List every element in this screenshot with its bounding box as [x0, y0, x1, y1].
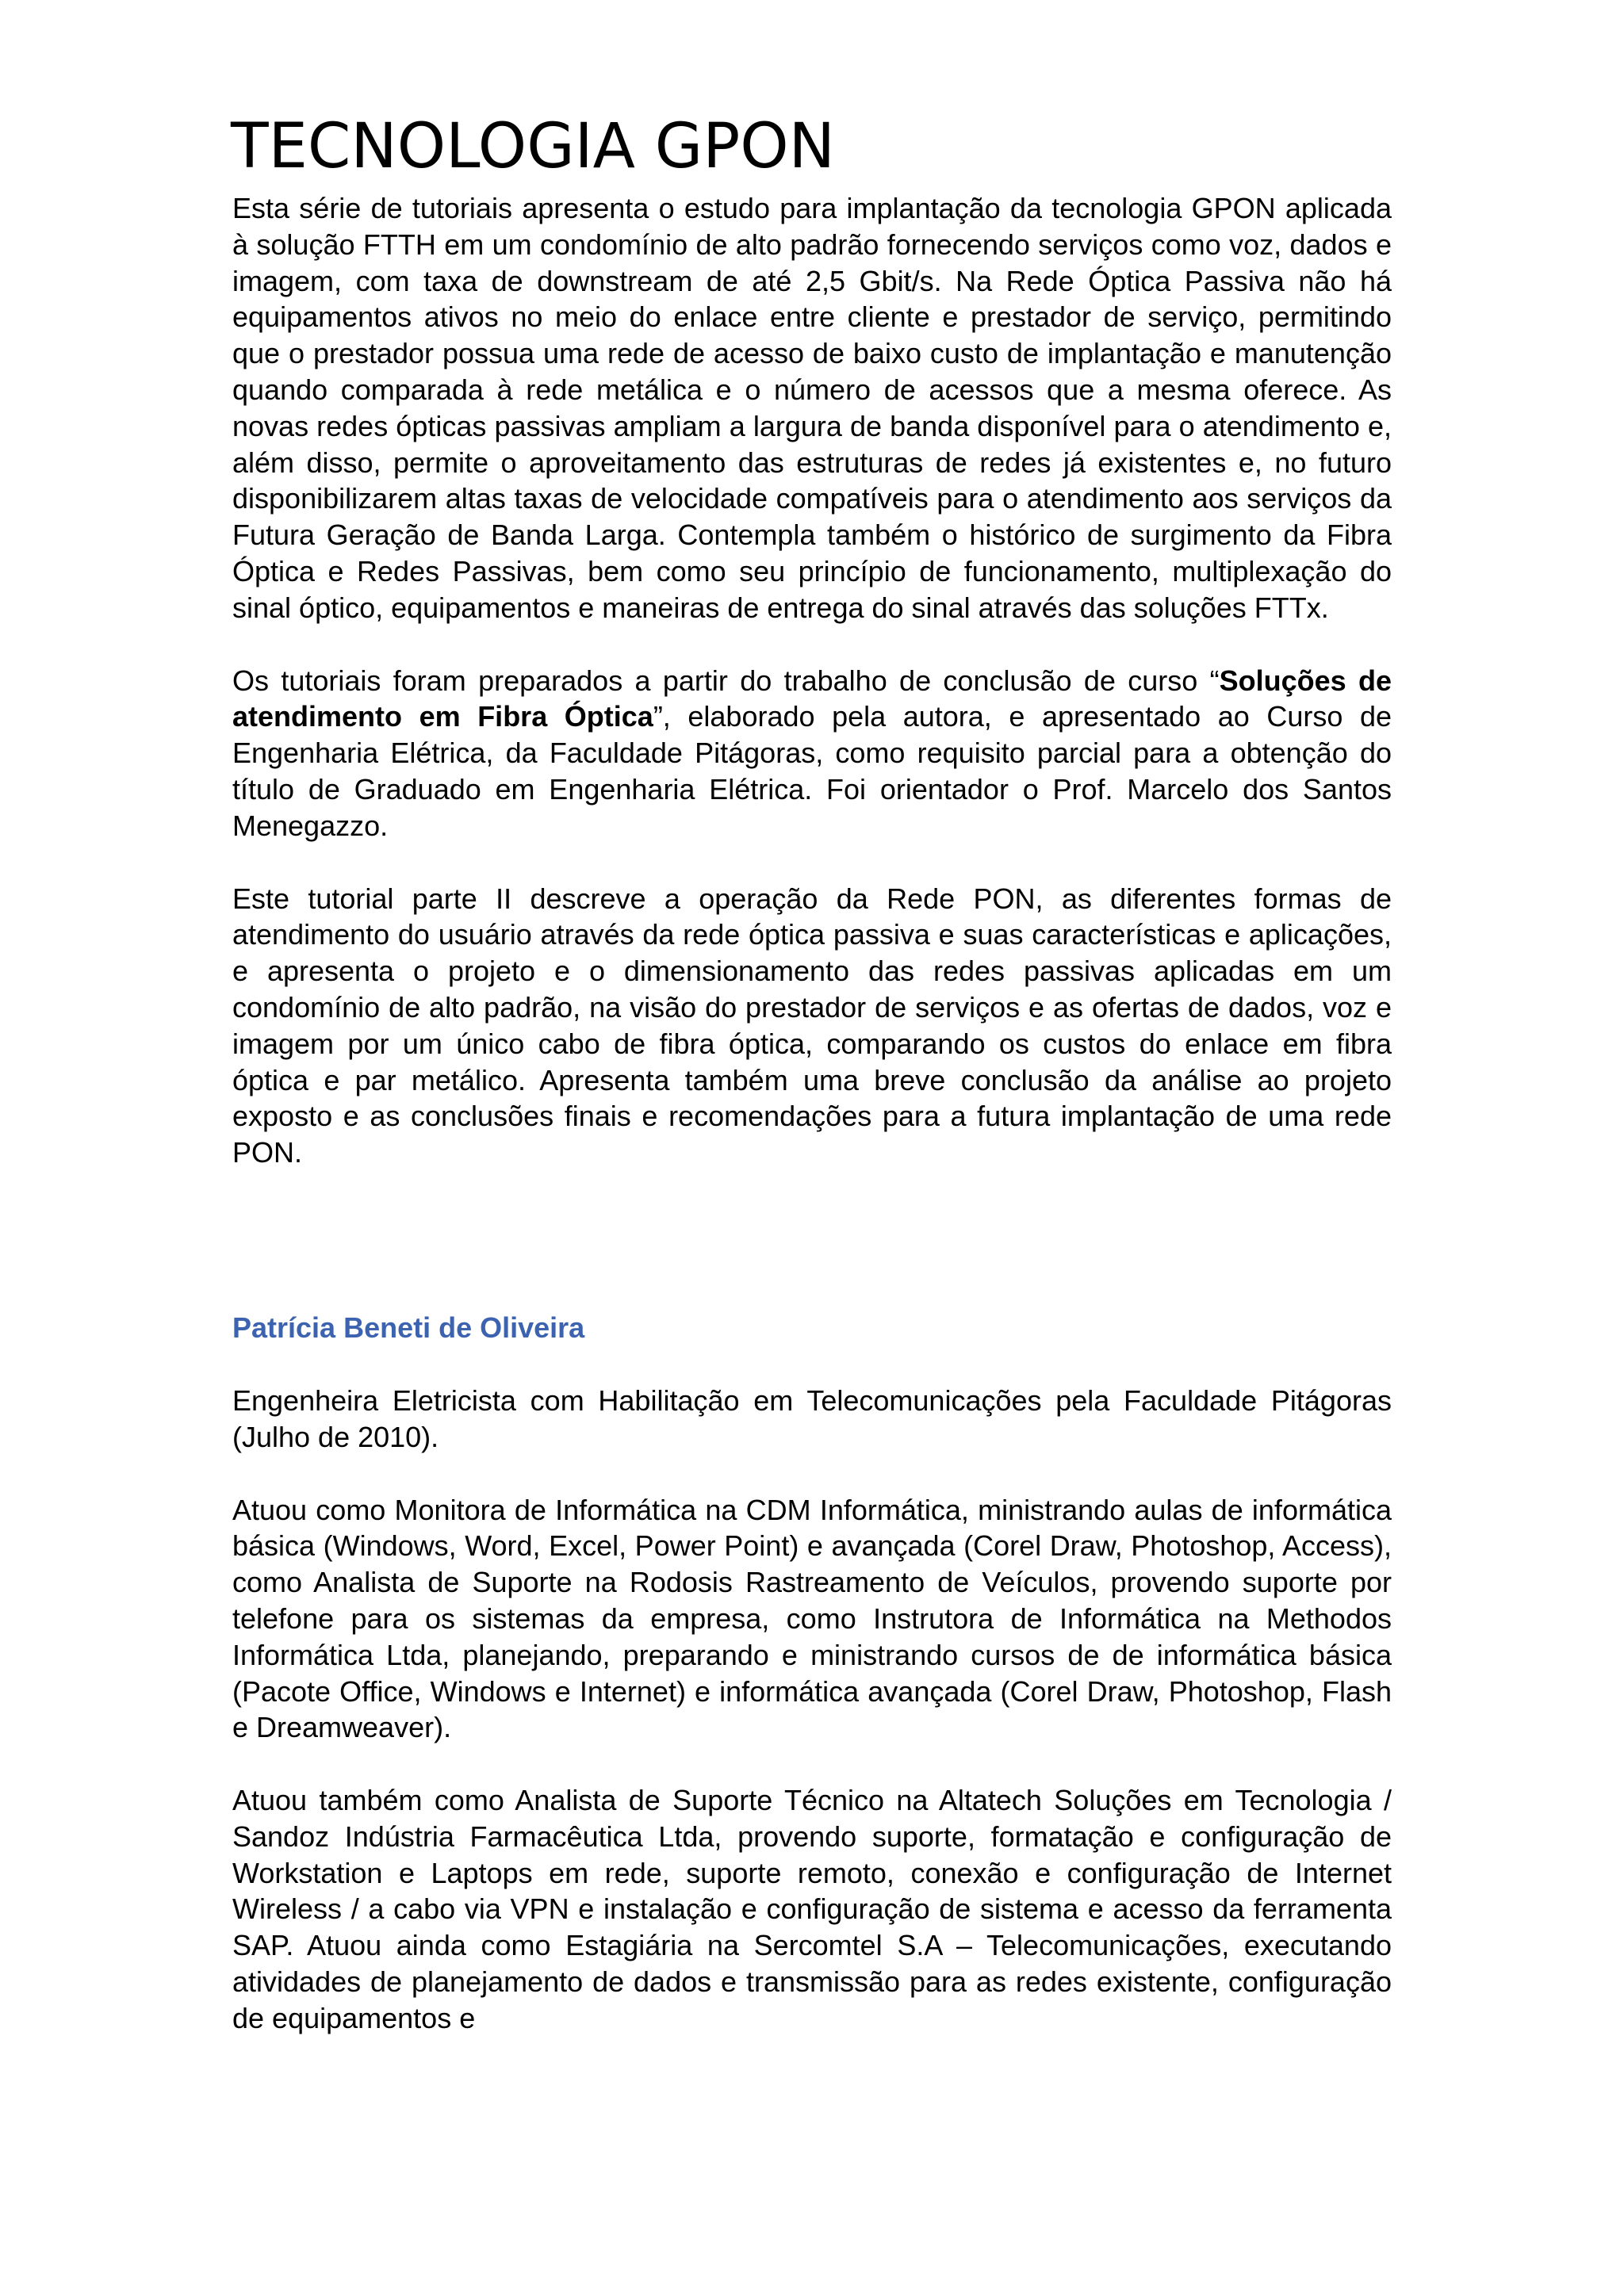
part-description-paragraph: Este tutorial parte II descreve a operação da Rede PON, as diferentes formas de atendimento do usuário através da rede óptica passiva e suas características e aplicações, e apresenta o projeto e o dimensionamento das redes passivas aplicadas em um condomínio de alto padrão, na visão do prestador de serviços e as ofertas de dados, voz e imagem por um único cabo de fibra óptica, comparando os custos do enlace em fibra óptica e par metálico. Apresenta também uma breve conclusão da análise ao projeto exposto e as conclusões finais e recomendações para a futura implantação de uma rede PON.: [232, 882, 1392, 1169]
document-page: [232, 103, 1392, 2037]
origin-paragraph: [232, 663, 1392, 844]
thesis-title: Soluções de atendimento em Fibra Óptica: [232, 664, 1392, 733]
intro-paragraph: Esta série de tutoriais apresenta o estudo para implantação da tecnologia GPON aplicada à solução FTTH em um condomínio de alto padrão fornecendo serviços como voz, dados e imagem, com taxa de downstream de até 2,5 Gbit/s. Na Rede Óptica Passiva não há equipamentos ativos no meio do enlace entre cliente e prestador de serviço, permitindo que o prestador possua uma rede de acesso de baixo custo de implantação e manutenção quando comparada à rede metálica e o número de acessos que a mesma oferece. As novas redes ópticas passivas ampliam a largura de banda disponível para o atendimento e, além disso, permite o aproveitamento das estruturas de redes já existentes e, no futuro disponibilizarem altas taxas de velocidade compatíveis para o atendimento aos serviços da Futura Geração de Banda Larga. Contempla também o histórico de surgimento da Fibra Óptica e Redes Passivas, bem como seu princípio de funcionamento, multiplexação do sinal óptico, equipamentos e maneiras de entrega do sinal através das soluções FTTx.: [232, 192, 1392, 624]
origin-text-before: Os tutoriais foram preparados a partir do trabalho de conclusão de curso “: [232, 664, 1220, 697]
author-bio-experience-continued: Atuou também como Analista de Suporte Técnico na Altatech Soluções em Tecnologia / Sandoz Indústria Farmacêutica Ltda, provendo suporte, formatação e configuração de Workstation e Laptops em rede, suporte remoto, conexão e configuração de Internet Wireless / a cabo via VPN e instalação e configuração de sistema e acesso da ferramenta SAP. Atuou ainda como Estagiária na Sercomtel S.A – Telecomunicações, executando atividades de planejamento de dados e transmissão para as redes existente, configuração de equipamentos e: [232, 1784, 1392, 2034]
document-title: TECNOLOGIA GPON: [231, 111, 836, 182]
author-bio-experience: Atuou como Monitora de Informática na CDM Informática, ministrando aulas de informática básica (Windows, Word, Excel, Power Point) e avançada (Corel Draw, Photoshop, Access), como Analista de Suporte na Rodosis Rastreamento de Veículos, provendo suporte por telefone para os sistemas da empresa, como Instrutora de Informática na Methodos Informática Ltda, planejando, preparando e ministrando cursos de de informática básica (Pacote Office, Windows e Internet) e informática avançada (Corel Draw, Photoshop, Flash e Dreamweaver).: [232, 1493, 1392, 1744]
author-bio-degree: Engenheira Eletricista com Habilitação em Telecomunicações pela Faculdade Pitágoras (Julho de 2010).: [232, 1383, 1392, 1453]
author-name: Patrícia Beneti de Oliveira: [232, 1311, 585, 1344]
origin-text-after: ”, elaborado pela autora, e apresentado ao Curso de Engenharia Elétrica, da Faculdade Pitágoras, como requisito parcial para a obtenção do título de Graduado em Engenharia Elétrica. Foi orientador o Prof. Marcelo dos Santos Menegazzo.: [232, 700, 1392, 842]
